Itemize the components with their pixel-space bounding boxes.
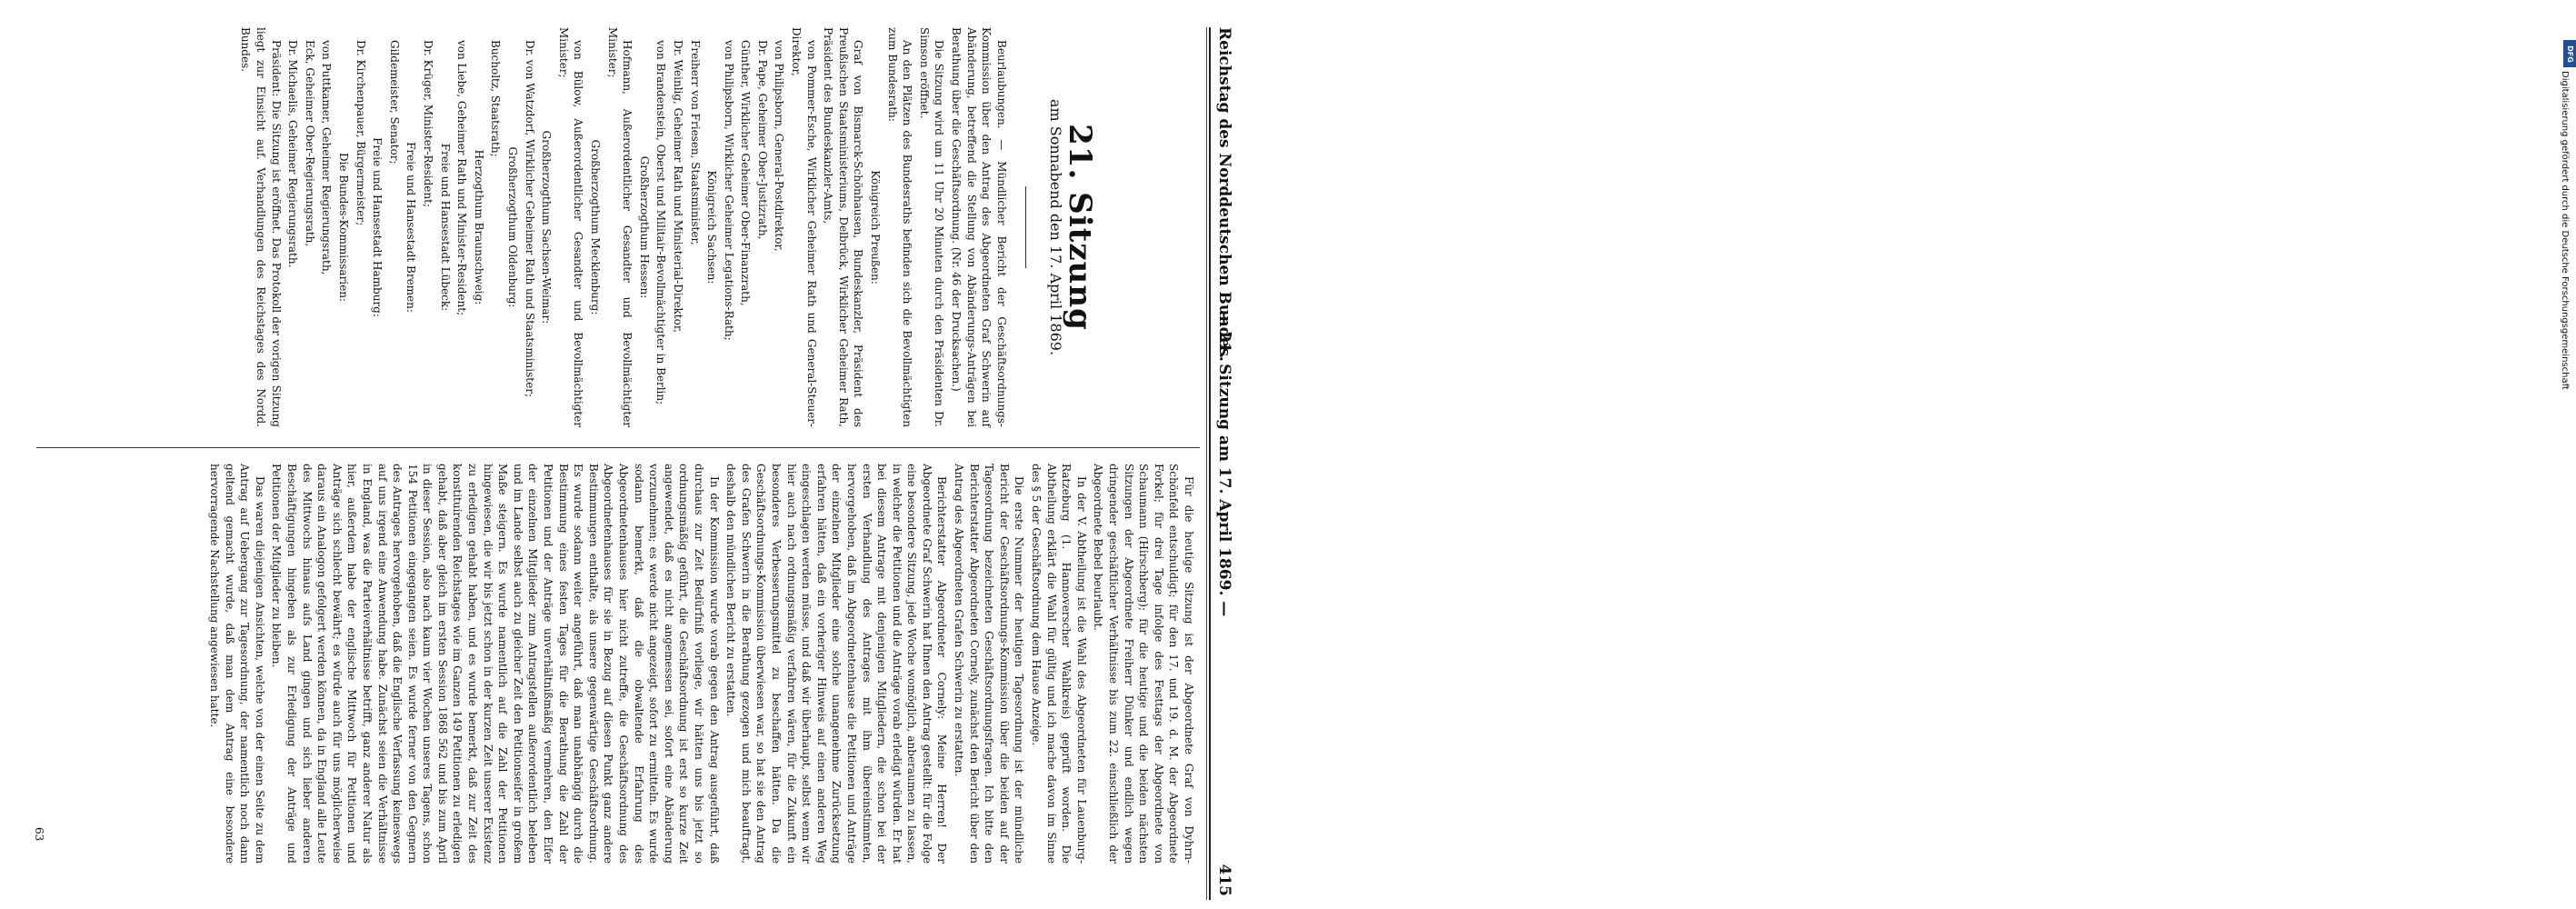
left-paragraph: Eck, Geheimer Ober-Regierungsrath,	[303, 40, 316, 247]
left-paragraph: Dr. Pape, Geheimer Ober-Justizrath,	[755, 40, 769, 240]
left-paragraph: Freiherr von Friesen, Staatsminister,	[688, 40, 702, 245]
left-paragraph: Dr. Weinlig, Geheimer Rath und Ministerial-Direktor,	[671, 40, 684, 334]
section-date: am Sonnabend den 17. April 1869.	[1047, 98, 1065, 356]
left-paragraph: Die Sitzung wird um 11 Uhr 20 Minuten durch den Präsidenten Dr. Simson eröffnet.	[917, 27, 946, 427]
left-paragraph: Die Bundes-Kommissarien:	[337, 152, 351, 303]
title-rule	[1025, 186, 1026, 268]
left-paragraph: Königreich Preußen:	[869, 170, 883, 285]
head-center: — 21. Sitzung am 17. April 1869. —	[1215, 310, 1233, 617]
left-paragraph: Königreich Sachsen:	[705, 170, 719, 285]
left-paragraph: Günther, Wirklicher Geheimer Ober-Finanzrath,	[739, 40, 753, 306]
right-paragraph: Das waren diejenigen Ansichten, welche von der einen Seite zu dem Antrag auf Uebergang zur Tagesordnung, der namentlich noch dann geltend gemacht wurde, daß man dem Antrag eine besondere hervorragende Nachstellung angewiesen hatte.	[208, 464, 266, 864]
left-paragraph: Freie und Hansestadt Hamburg:	[371, 137, 384, 317]
left-paragraph: Dr. Michaelis, Geheimer Regierungsrath.	[286, 40, 300, 268]
left-paragraph: An den Plätzen des Bundesraths befinden sich die Bevollmächtigten zum Bundesrath:	[885, 27, 914, 427]
left-paragraph: Präsident: Die Sitzung ist eröffnet. Das Protokoll der vorigen Sitzung liegt zur Einsicht auf. Verhandlungen des Reichstages des Nordd. Bundes.	[239, 27, 283, 427]
left-paragraph: Hofmann, Außerordentlicher Gesandter und Bevollmächtigter Minister;	[605, 27, 634, 427]
left-paragraph: Großherzogthum Oldenburg:	[506, 146, 519, 308]
left-paragraph: Bucholtz, Staatsrath;	[489, 40, 503, 157]
left-paragraph: Dr. Krüger, Minister-Resident;	[422, 40, 435, 208]
left-paragraph: von Pommer-Esche, Wirklicher Geheimer Rath und General-Steuer-Direktor,	[790, 27, 818, 427]
left-paragraph: Großherzogthum Hessen:	[637, 155, 651, 299]
left-paragraph: von Brandenstein, Oberst und Militair-Bevollmächtigter in Berlin;	[654, 40, 668, 405]
page-number: 415	[1215, 864, 1233, 896]
dfg-notice-text: Digitalisierung gefördert durch die Deutsche Forschungsgemeinschaft	[2560, 71, 2570, 390]
left-paragraph: Großherzogthum Sachsen-Weimar:	[540, 130, 554, 325]
header-rule	[1206, 27, 1207, 900]
left-paragraph: Freie und Hansestadt Bremen:	[404, 142, 418, 313]
scanned-page	[27, 27, 1236, 900]
right-paragraph: In der V. Abtheilung ist die Wahl des Abgeordneten für Lauenburg-Ratzeburg (1. Hannoverscher Wahlkreis) geprüft worden. Die Abtheilung erklärt die Wahl für gültig und ich mache davon im Sinne des § 5 der Geschäftsordnung dem Hause Anzeige.	[1030, 464, 1088, 864]
dfg-logo: DFG	[2563, 40, 2576, 67]
right-paragraph: Die erste Nummer der heutigen Tagesordnung ist der mündliche Bericht der Geschäftsordnungs-Kommission über die beiden auf der Tagesordnung bezeichneten Geschäftsordnungsfragen. Ich bitte den Berichterstatter Abgeordneten Cornely, zunächst den Bericht über den Antrag des Abgeordneten Grafen Schwerin zu erstatten.	[953, 464, 1026, 864]
right-paragraph: Berichterstatter Abgeordneter Cornely: Meine Herren! Der Abgeordnete Graf Schwerin hat Ihnen den Antrag gestellt: für die Folge eine besondere Sitzung, jede Woche womöglich, anberaumen zu lassen, in welcher die Petitionen und die Anträge vorab erledigt würden. Er hat bei diesem Antrage mit denjenigen Mitgliedern, die schon bei der ersten Verhandlung des Antrages mit ihm übereinstimmten, hervorgehoben, daß im Abgeordnetenhause die Petitionen und Anträge der einzelnen Mitglieder eine solche unangenehme Zurücksetzung erfahren hätten, daß ein vorheriger Hinweis auf einen anderen Weg eingeschlagen werden müsse, und daß wir überhaupt, selbst wenn wir hier auch nach ordnungsmäßig verfahren wären, für die Zukunft ein besonderes Verbesserungsmittel zu beschaffen hätten. Da die Geschäftsordnungs-Kommission überwiesen war, so hat sie den Antrag des Grafen Schwerin in die Berathung gezogen und mich beauftragt, deshalb den mündlichen Bericht zu erstatten.	[724, 464, 949, 864]
signature-number: 63	[33, 827, 45, 842]
left-paragraph: von Philipsborn, Wirklicher Geheimer Legations-Rath;	[722, 40, 735, 341]
column-divider	[36, 447, 1200, 448]
right-paragraph: In der Kommission wurde vorab gegen den Antrag ausgeführt, daß durchaus zur Zeit Bedürfniß vorliege, wir hätten uns bis jetzt so ordnungsmäßig geführt, die Geschäftsordnung ist erst so kurze Zeit angewendet, daß es nicht angemessen sei, sofort eine Abänderung vorzunehmen; es werde nicht angezeigt, sofort zu ermitteln. Es wurde sodann bemerkt, daß die obwaltende Erfahrung des Abgeordnetenhauses hier nicht zutreffe, die Geschäftsordnung des Abgeordnetenhauses für sie in Bezug auf diesen Punkt ganz andere Bestimmungen enthalte, als unsere gegenwärtige Geschäftsordnung. Es wurde sodann weiter angeführt, daß man unabhängig durch die Bestimmung eines festen Tages für die Berathung die Zahl der Petitionen und der Anträge unverhältnißmäßig vermehren, den Eifer der einzelnen Mitglieder zum Antragstellen außerordentlich beleben und im Lande selbst auch zu gleicher Zeit den Petitionseifer in großem Maße steigern. Es wurde namentlich auf die Zahl der Petitionen hingewiesen, die wir bis jetzt schon in der kurzen Zeit unserer Existenz zu erledigen gehabt haben, und es wurde bemerkt, daß zur Zeit des konstituirenden Reichstages wie im Ganzen 149 Petitionen zu erledigen gehabt, daß aber gleich im ersten Session 1868 562 und bis zum April in dieser Session, also nach kaum vier Wochen unseres Tagens, schon 154 Petitionen eingegangen seien. Es wurde ferner von den Gegnern des Antrages hervorgehoben, daß die Englische Verfassung keineswegs auf uns irgend eine Anwendung habe. Zunächst seien die Verhältnisse in England, was die Parteiverhältnisse betrifft, ganz anderer Natur als hier, außerdem habe der englische Mittwoch für Petitionen und Anträge sich schlecht bewährt; es würde auch für uns möglicherweise daraus ein Analogon gefolgert werden können, da in England alle Leute des Mittwochs hinaus aufs Land gingen und sich lieber anderen Beschäftigungen hingeben als zur Erledigung der Anträge und Petitionen der Mitglieder zu bleiben.	[270, 464, 721, 864]
right-column	[205, 464, 1196, 864]
left-paragraph: Graf von Bismarck-Schönhausen, Bundeskanzler, Präsident des Preußischen Staatsministeriums, Delbrück, Wirklicher Geheimer Rath, Präsident des Bundeskanzler-Amts,	[822, 27, 865, 427]
left-paragraph: von Puttkamer, Geheimer Regierungsrath,	[320, 40, 334, 275]
left-paragraph: Dr. von Watzdorf, Wirklicher Geheimer Rath und Staatsminister;	[523, 40, 536, 397]
left-paragraph: Herzogthum Braunschweig:	[472, 149, 485, 305]
left-paragraph: von Liebe, Geheimer Rath und Minister-Resident;	[455, 40, 469, 316]
left-paragraph: Beurlaubungen. — Mündlicher Bericht der Geschäftsordnungs-Kommission über den Antrag des Abgeordneten Graf Schwerin auf Abänderung, betreffend die Stellung von Abänderungs-Anträgen bei Berathung über die Geschäftsordnung. (Nr. 46 der Drucksachen.)	[950, 27, 1008, 427]
section-title: 21. Sitzung	[1062, 124, 1098, 331]
running-head	[1209, 27, 1236, 900]
left-paragraph: Großherzogthum Mecklenburg:	[588, 139, 602, 315]
left-paragraph: Gildemeister, Senator;	[387, 40, 401, 165]
right-paragraph: Für die heutige Sitzung ist der Abgeordnete Graf von Dyhrn-Schönfeld entschuldigt; für den 17. und 19. d. M. der Abgeordnete Forkel; für drei Tage infolge des Festtags der Abgeordnete von Schaumann (Hirschberg); für die heutige und die beiden nächsten Sitzungen der Abgeordnete Freiherr Dünker und endlich wegen dringender geschäftlicher Verhältnisse bis zum 22. einschließlich der Abgeordnete Bebel beurlaubt.	[1092, 464, 1195, 864]
digitization-notice	[1280, 18, 2574, 891]
left-paragraph: von Bülow, Außerordentlicher Gesandter und Bevollmächtigter Minister;	[556, 27, 585, 427]
left-paragraph: Dr. Kirchenpauer, Bürgermeister;	[354, 40, 367, 226]
left-column	[236, 27, 1196, 427]
left-paragraph: von Philipsborn, General-Postdirektor,	[773, 40, 786, 252]
left-paragraph: Freie und Hansestadt Lübeck:	[438, 143, 452, 312]
head-left: Reichstag des Norddeutschen Bundes.	[1215, 27, 1233, 362]
